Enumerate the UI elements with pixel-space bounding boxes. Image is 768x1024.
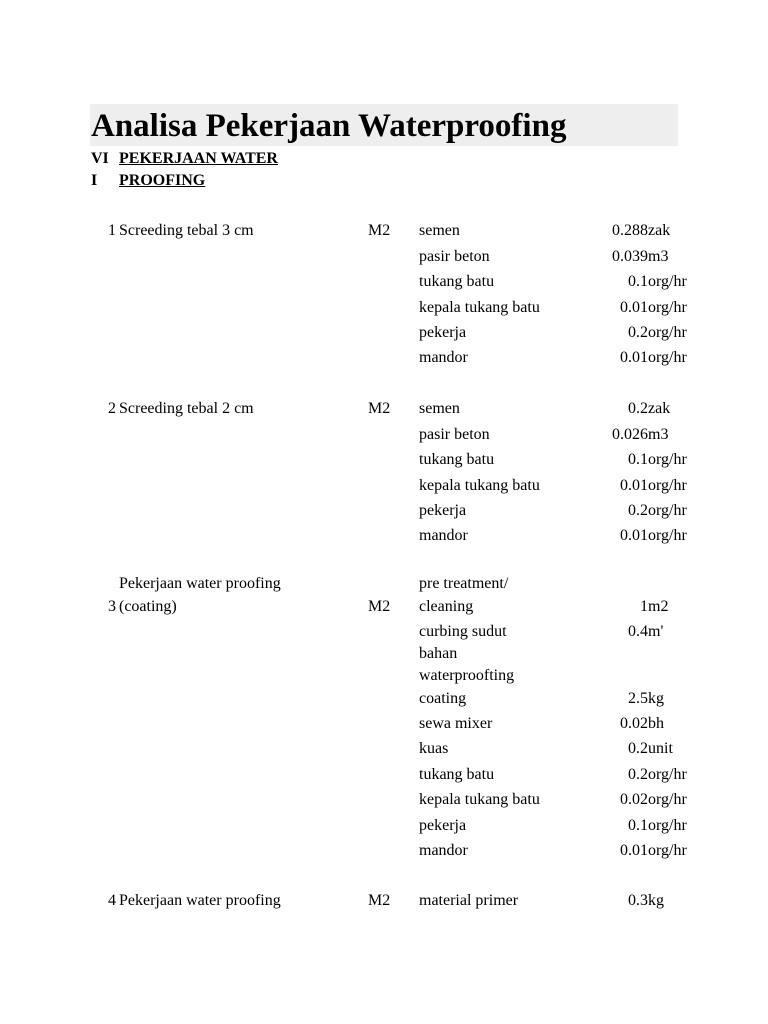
section-number: VI	[91, 150, 109, 167]
component-name: mandor	[419, 527, 468, 544]
component-qty: 0.288	[612, 222, 648, 239]
component-qty: 0.01	[620, 842, 648, 859]
component-qty: 0.039	[612, 248, 648, 265]
component-qty: 0.3	[628, 892, 648, 909]
component-unit: org/hr	[648, 349, 687, 366]
component-name: semen	[419, 222, 460, 239]
component-qty: 0.02	[620, 791, 648, 808]
component-unit: m'	[648, 623, 664, 640]
component-qty: 1	[640, 598, 648, 615]
component-name-cont: waterproofting	[419, 667, 515, 684]
component-name: tukang batu	[419, 451, 495, 468]
item-1-number: 1	[108, 222, 116, 239]
section-title-cont: PROOFING	[119, 172, 206, 189]
component-unit: org/hr	[648, 817, 687, 834]
component-name: kepala tukang batu	[419, 791, 540, 808]
component-unit: m3	[648, 426, 669, 443]
component-unit: org/hr	[648, 477, 687, 494]
component-name: pasir beton	[419, 426, 490, 443]
item-2-unit: M2	[368, 400, 391, 417]
item-1-unit: M2	[368, 222, 391, 239]
item-3-description: Pekerjaan water proofing	[119, 575, 281, 592]
item-2-description: Screeding tebal 2 cm	[119, 400, 254, 417]
component-name: mandor	[419, 842, 468, 859]
component-name: kepala tukang batu	[419, 299, 540, 316]
page-title: Analisa Pekerjaan Waterproofing	[91, 108, 567, 144]
component-unit: org/hr	[648, 324, 687, 341]
component-unit: zak	[648, 222, 671, 239]
component-qty: 0.1	[628, 451, 648, 468]
component-name: mandor	[419, 349, 468, 366]
component-unit: unit	[648, 740, 673, 757]
section-title: PEKERJAAN WATER	[119, 150, 278, 167]
item-3-number: 3	[108, 598, 116, 615]
component-unit: org/hr	[648, 451, 687, 468]
component-qty: 0.02	[620, 715, 648, 732]
component-qty: 0.2	[628, 766, 648, 783]
section-number-cont: I	[91, 172, 98, 189]
component-unit: org/hr	[648, 842, 687, 859]
component-qty: 0.01	[620, 299, 648, 316]
component-qty: 0.026	[612, 426, 648, 443]
component-unit: org/hr	[648, 273, 687, 290]
component-name: sewa mixer	[419, 715, 493, 732]
component-name: pekerja	[419, 324, 467, 341]
component-unit: org/hr	[648, 299, 687, 316]
component-qty: 0.1	[628, 273, 648, 290]
item-3-unit: M2	[368, 598, 391, 615]
component-name: pekerja	[419, 502, 467, 519]
component-unit: bh	[648, 715, 664, 732]
component-unit: org/hr	[648, 766, 687, 783]
component-name: bahan	[419, 645, 458, 662]
item-4-number: 4	[108, 892, 116, 909]
component-unit: org/hr	[648, 527, 687, 544]
component-name: pekerja	[419, 817, 467, 834]
item-3-description-cont: (coating)	[119, 598, 177, 615]
component-unit: org/hr	[648, 791, 687, 808]
component-name: curbing sudut	[419, 623, 507, 640]
component-name: tukang batu	[419, 273, 495, 290]
component-unit: kg	[648, 892, 664, 909]
component-qty: 0.01	[620, 349, 648, 366]
component-qty: 0.2	[628, 400, 648, 417]
component-name: pasir beton	[419, 248, 490, 265]
component-qty: 0.2	[628, 740, 648, 757]
component-unit: org/hr	[648, 502, 687, 519]
component-qty: 0.2	[628, 324, 648, 341]
component-name: tukang batu	[419, 766, 495, 783]
component-name: semen	[419, 400, 460, 417]
component-name: material primer	[419, 892, 519, 909]
item-1-description: Screeding tebal 3 cm	[119, 222, 254, 239]
item-4-unit: M2	[368, 892, 391, 909]
component-unit: zak	[648, 400, 671, 417]
component-qty: 2.5	[628, 690, 648, 707]
component-qty: 0.01	[620, 477, 648, 494]
component-qty: 0.01	[620, 527, 648, 544]
component-name-cont: coating	[419, 690, 467, 707]
item-2-number: 2	[108, 400, 116, 417]
component-unit: kg	[648, 690, 664, 707]
component-qty: 0.2	[628, 502, 648, 519]
component-qty: 0.4	[628, 623, 648, 640]
component-qty: 0.1	[628, 817, 648, 834]
item-4-description: Pekerjaan water proofing	[119, 892, 281, 909]
component-name: pre treatment/	[419, 575, 509, 592]
component-name-cont: cleaning	[419, 598, 474, 615]
component-unit: m3	[648, 248, 669, 265]
component-name: kuas	[419, 740, 449, 757]
component-name: kepala tukang batu	[419, 477, 540, 494]
component-unit: m2	[648, 598, 669, 615]
